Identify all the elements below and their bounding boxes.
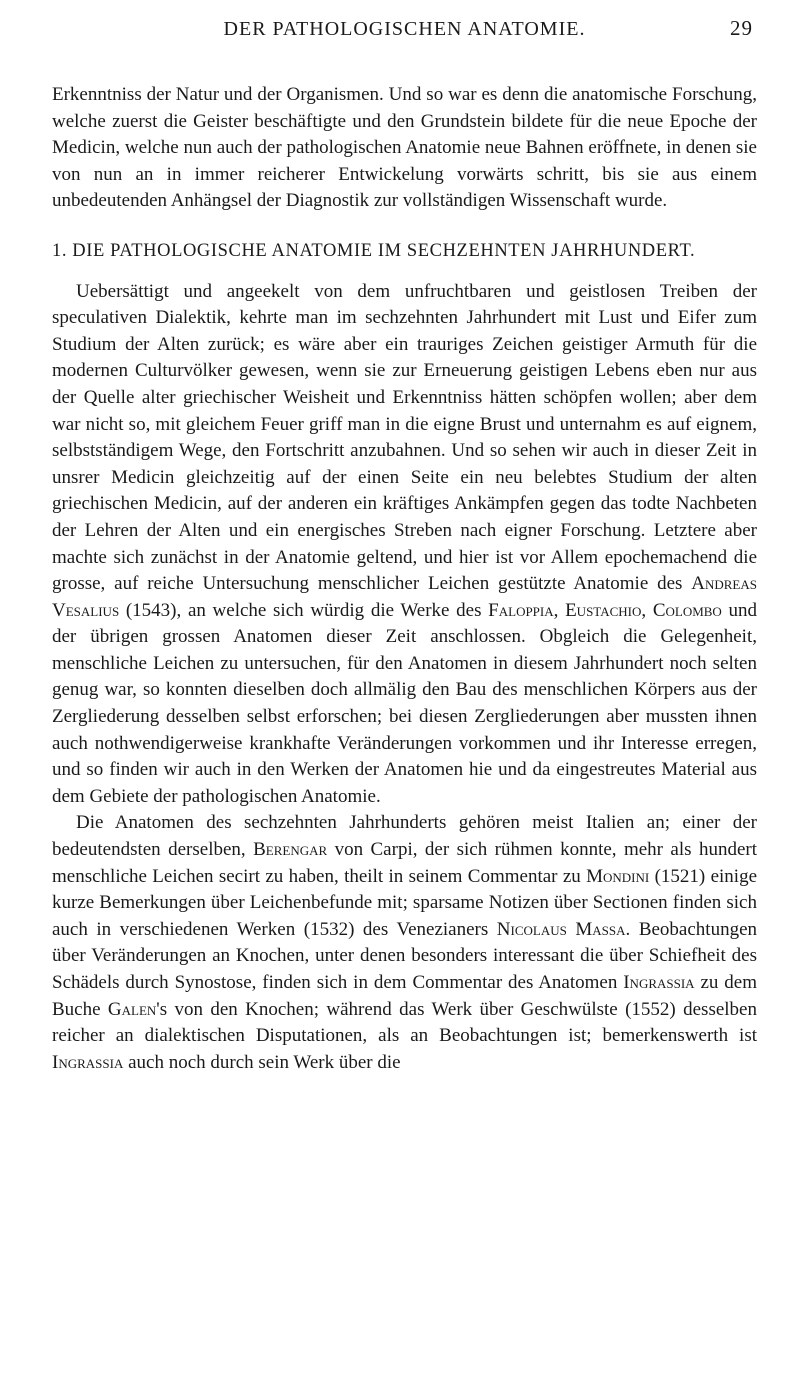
page-number: 29 xyxy=(730,16,753,40)
person-name: Andreas Vesalius xyxy=(52,573,757,621)
text-run: und der übrigen grossen Anatomen dieser Zeit anschlossen. Obgleich die Gelegenheit, menschliche Leichen zu untersuchen, für den Anatomen in diesem Jahrhundert noch selten genug war, so konnten dieselben doch allmälig den Bau des menschlichen Körpers aus der Zergliederung desselben selbst erforschen; bei diesen Zergliederungen aber mussten ihnen auch nothwendigerweise krankhafte Veränderungen vorkommen und ihr Interesse erregen, und so finden wir auch in den Werken der Anatomen hie und da eingestreutes Material aus dem Gebiete der pathologischen Anatomie. xyxy=(52,599,758,807)
section-paragraph-2 xyxy=(52,810,757,1076)
text-run: 's von den Knochen; während das Werk über Geschwülste (1552) desselben reicher an dialektischen Disputationen, als an Beobachtungen ist; bemerkenswerth ist xyxy=(52,998,757,1047)
text-run: (1543), an welche sich würdig die Werke des xyxy=(119,599,489,621)
text-run: zu dem Buche xyxy=(52,972,757,1020)
section-heading: 1. DIE PATHOLOGISCHE ANATOMIE IM SECHZEHNTEN JAHRHUNDERT. xyxy=(52,240,696,261)
section-paragraph-1 xyxy=(52,279,757,811)
person-name: Mondini xyxy=(586,865,650,887)
book-page xyxy=(52,18,757,1378)
body-text xyxy=(52,82,757,1076)
person-name: Nicolaus Massa xyxy=(496,918,626,940)
text-run: Die Anatomen des sechzehnten Jahrhunderts gehören meist Italien an; einer der bedeutendsten derselben, xyxy=(52,812,757,861)
text-run: auch noch durch sein Werk über die xyxy=(123,1051,401,1073)
text-run: , xyxy=(553,599,566,621)
person-name: Ingrassia xyxy=(623,972,695,993)
person-name: Faloppia xyxy=(488,599,554,621)
person-name: Ingrassia xyxy=(52,1051,124,1073)
text-run: . Beobachtungen über Veränderungen an Knochen, unter denen besonders interessant die über Schiefheit des Schädels durch Synostose, finden sich in dem Commentar des Anatomen xyxy=(52,918,758,993)
running-title: DER PATHOLOGISCHEN ANATOMIE. xyxy=(223,18,586,40)
text-run: (1521) einige kurze Bemerkungen über Leichenbefunde mit; sparsame Notizen über Sectionen finden sich auch in verschiedenen Werken (1532) des Venezianers xyxy=(52,865,758,940)
person-name: Berengar xyxy=(253,839,328,861)
text-run: von Carpi, der sich rühmen konnte, mehr als hundert menschliche Leichen secirt zu haben, theilt in seinem Commentar zu xyxy=(52,839,758,887)
person-name: Colombo xyxy=(652,599,722,621)
intro-paragraph: Erkenntniss der Natur und der Organismen. Und so war es denn die anatomische Forschung, welche zuerst die Geister beschäftigte und den Grundstein bildete für die neue Epoche der Medicin, welche nun auch der pathologischen Anatomie neue Bahnen eröffnete, in denen sie von nun an in immer reicherer Entwickelung vorwärts schritt, bis sie aus einem unbedeutenden Anhängsel der Diagnostik zur vollständigen Wissenschaft wurde. xyxy=(52,84,757,212)
person-name: Eustachio xyxy=(565,599,642,621)
running-head xyxy=(52,18,757,48)
text-run: , xyxy=(641,599,653,621)
text-run: Uebersättigt und angeekelt von dem unfruchtbaren und geistlosen Treiben der speculativen Dialektik, kehrte man im sechzehnten Jahrhundert mit Lust und Eifer zum Studium der Alten zurück; es wäre aber ein trauriges Zeichen geistiger Armuth für die modernen Culturvölker gewesen, wenn sie zur Erneuerung geistigen Lebens eben nur aus der Quelle alter griechischer Weisheit und Erkenntniss hätten schöpfen wollen; aber dem war nicht so, mit gleichem Feuer griff man in die eigne Brust und unternahm es auf eignem, selbstständigem Wege, den Fortschritt anzubahnen. Und so sehen wir auch in dieser Zeit in unsrer Medicin gleichzeitig auf der einen Seite ein neu belebtes Studium der alten griechischen Medicin, auf der anderen ein kräftiges Ankämpfen gegen das todte Nachbeten der Lehren der Alten und ein energisches Streben nach eigner Forschung. Letztere aber machte sich zunächst in der Anatomie geltend, und hier ist vor Allem epochemachend die grosse, auf reiche Untersuchung menschlicher Leichen gestützte Anatomie des xyxy=(52,280,757,595)
person-name: Galen xyxy=(107,998,157,1020)
